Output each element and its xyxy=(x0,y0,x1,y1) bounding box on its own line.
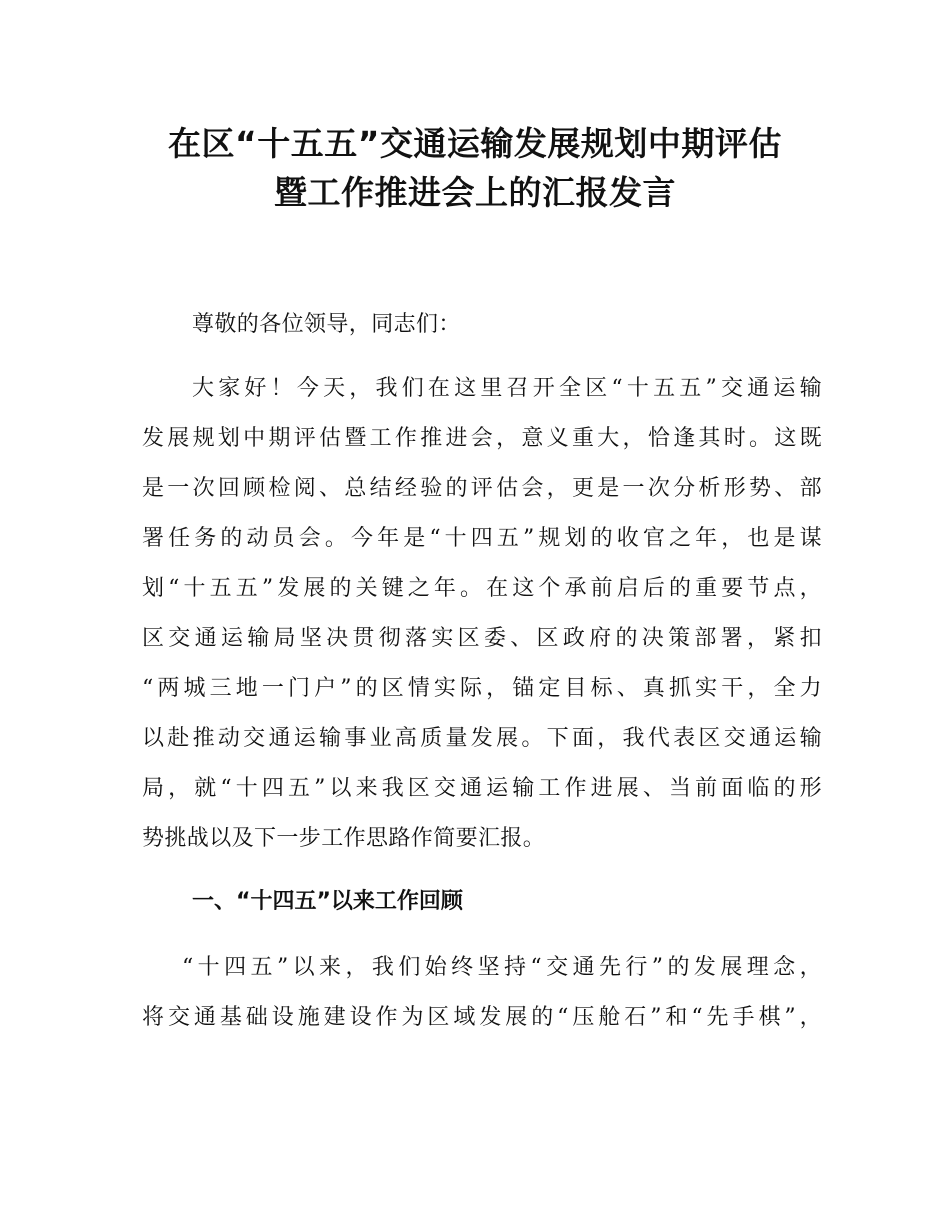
salutation: 尊敬的各位领导，同志们： xyxy=(192,312,461,337)
paragraph-line: 以赴推动交通运输事业高质量发展。下面，我代表区交通运输 xyxy=(142,726,822,751)
paragraph-line: 发展规划中期评估暨工作推进会，意义重大，恰逢其时。这既 xyxy=(142,426,822,451)
paragraph-line: 区交通运输局坚决贯彻落实区委、区政府的决策部署，紧扣 xyxy=(142,626,822,651)
paragraph-line: “两城三地一门户”的区情实际，锚定目标、真抓实干，全力 xyxy=(142,676,822,701)
paragraph-line: 是一次回顾检阅、总结经验的评估会，更是一次分析形势、部 xyxy=(142,476,822,501)
document-title-line-2: 暨工作推进会上的汇报发言 xyxy=(274,173,676,212)
paragraph-line: 势挑战以及下一步工作思路作简要汇报。 xyxy=(142,826,546,851)
paragraph-line: 将交通基础设施建设作为区域发展的“压舱石”和“先手棋”， xyxy=(142,1005,822,1030)
document-title-line-1: 在区“十五五”交通运输发展规划中期评估 xyxy=(168,124,782,163)
section-heading: 一、“十四五”以来工作回顾 xyxy=(192,889,463,914)
paragraph-line: 署任务的动员会。今年是“十四五”规划的收官之年，也是谋 xyxy=(142,526,822,551)
paragraph-line: 局，就“十四五”以来我区交通运输工作进展、当前面临的形 xyxy=(142,776,822,801)
paragraph-line: “十四五”以来，我们始终坚持“交通先行”的发展理念， xyxy=(182,955,822,980)
paragraph-line: 大家好！今天，我们在这里召开全区“十五五”交通运输 xyxy=(192,376,822,401)
paragraph-line: 划“十五五”发展的关键之年。在这个承前启后的重要节点， xyxy=(142,576,822,601)
